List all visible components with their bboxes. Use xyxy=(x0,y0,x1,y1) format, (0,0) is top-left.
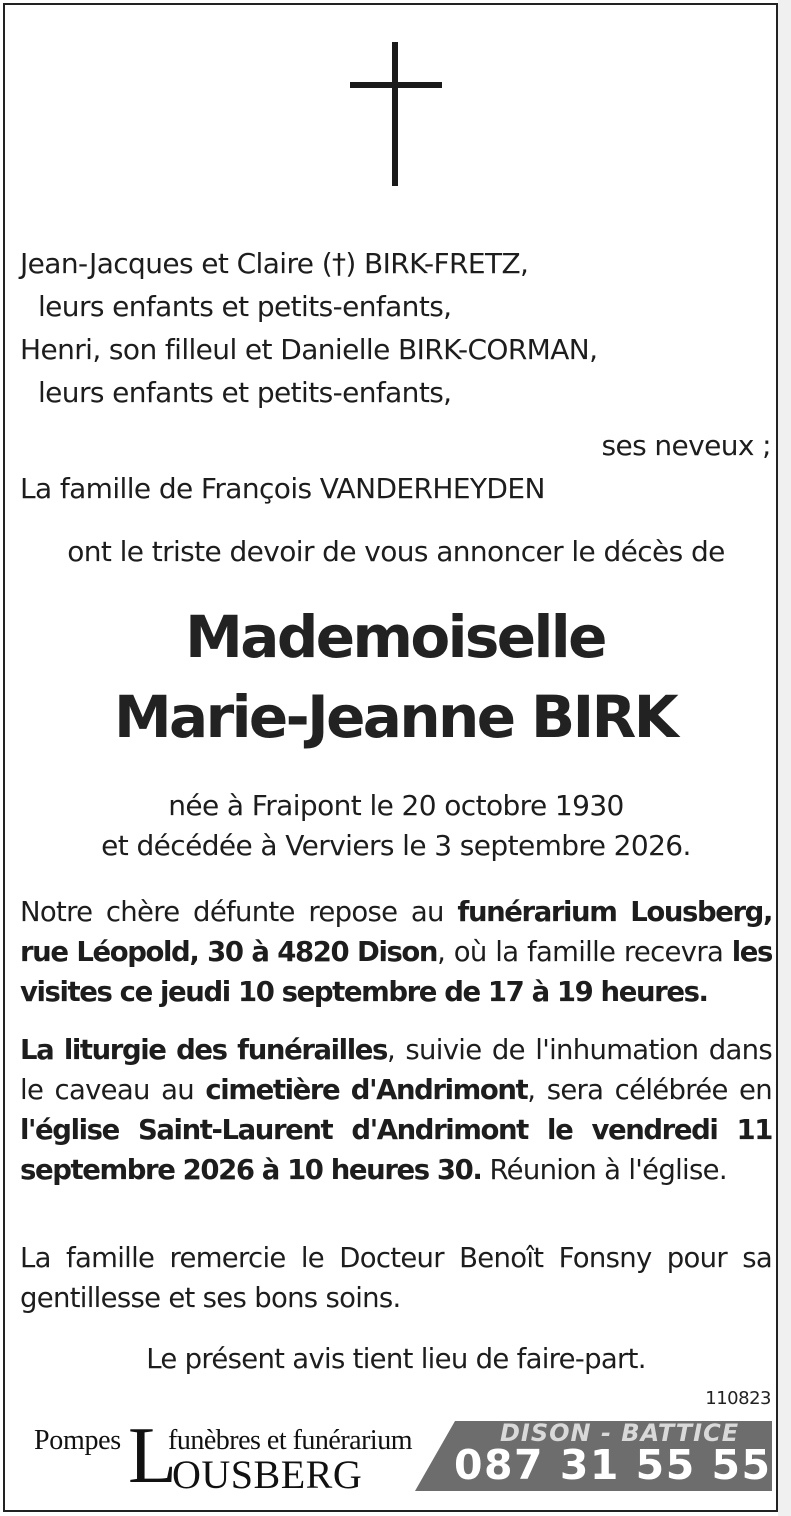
announcement-text: ont le triste devoir de vous annoncer le décès de xyxy=(67,535,725,568)
funeral-home-banner xyxy=(20,1412,772,1500)
banner-company-name: OUSBERG xyxy=(172,1452,363,1497)
page-edge xyxy=(778,0,791,1516)
notice-text: Le présent avis tient lieu de faire-part. xyxy=(146,1343,646,1375)
banner-location: DISON - BATTICE xyxy=(500,1419,740,1447)
family-line-3: Henri, son filleul et Danielle BIRK-CORMAN, xyxy=(20,333,598,366)
family-line-2: leurs enfants et petits-enfants, xyxy=(38,290,452,323)
banner-pompes: Pompes xyxy=(34,1425,121,1456)
visit-paragraph: Notre chère défunte repose au funérarium Lousberg, rue Léopold, 30 à 4820 Dison, où la famille recevra les visites ce jeudi 10 septembre de 17 à 19 heures. xyxy=(20,896,772,1008)
birth-line: née à Fraipont le 20 octobre 1930 xyxy=(168,789,624,822)
family-line-5: ses neveux ; xyxy=(601,429,771,462)
deceased-name: Marie-Jeanne BIRK xyxy=(113,683,677,751)
family-line-6: La famille de François VANDERHEYDEN xyxy=(20,472,545,505)
family-line-4: leurs enfants et petits-enfants, xyxy=(38,376,452,409)
banner-big-letter: L xyxy=(128,1412,177,1500)
death-line: et décédée à Verviers le 3 septembre 2026. xyxy=(101,829,691,862)
reference-number: 110823 xyxy=(705,1388,771,1409)
funeral-paragraph: La liturgie des funérailles, suivie de l'inhumation dans le caveau au cimetière d'Andrimont, sera célébrée en l'église Saint-Laurent d'Andrimont le vendredi 11 septembre 2026 à 10 heures 30. Réunion à l'église. xyxy=(20,1034,773,1186)
thanks-paragraph: La famille remercie le Docteur Benoît Fonsny pour sa gentillesse et ses bons soins. xyxy=(20,1242,772,1314)
cross-icon xyxy=(350,42,442,186)
banner-phone: 087 31 55 55 xyxy=(454,1441,772,1489)
family-line-1: Jean-Jacques et Claire (†) BIRK-FRETZ, xyxy=(20,247,529,280)
banner-funebres: funèbres et funérarium xyxy=(168,1425,412,1456)
deceased-title: Mademoiselle xyxy=(185,603,605,671)
